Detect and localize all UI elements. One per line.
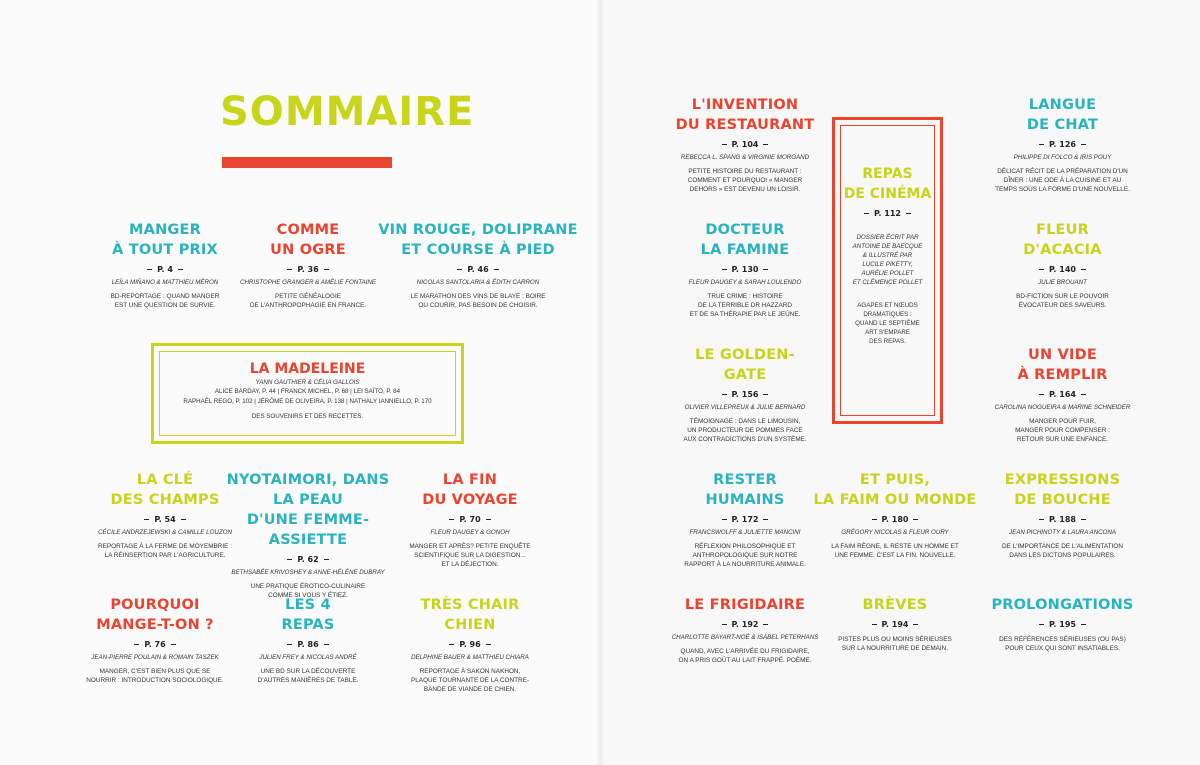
entry-title: VIN ROUGE, DOLIPRANE ET COURSE À PIED	[378, 222, 578, 258]
entry-title: UN VIDE À REMPLIR	[1017, 347, 1108, 383]
toc-entry[interactable]	[655, 595, 835, 665]
entry-authors: LEÏLA MIÑANO & MATTHIEU MÉRON	[111, 279, 219, 286]
entry-title: LA FIN DU VOYAGE	[422, 472, 518, 508]
entry-description: DE L'IMPORTANCE DE L'ALIMENTATION DANS LES DICTONS POPULAIRES.	[1002, 543, 1123, 559]
entry-authors: PHILIPPE DI FOLCO & IRIS POUY	[1013, 154, 1112, 161]
entry-authors: CHRISTOPHE GRANGER & AMÉLIE FONTAINE	[239, 279, 377, 286]
cinema-description: AGAPES ET NŒUDS DRAMATIQUES : QUAND LE SEPTIÈME ART S'EMPARE DES REPAS.	[855, 302, 920, 345]
entry-authors: OLIVIER VILLEPREUX & JULIE BERNARD	[684, 404, 806, 411]
cinema-page: P. 112	[874, 209, 901, 218]
entry-description: PISTES PLUS OU MOINS SÉRIEUSES SUR LA NOURRITURE DE DEMAIN.	[838, 636, 952, 652]
entry-page: P. 130	[731, 265, 759, 274]
entry-authors: FLEUR DAUGEY & GONOH	[430, 529, 510, 536]
entry-description: REPORTAGE À SAKON NAKHON, PLAQUE TOURNANTE DE LA CONTRE- BANDE DE VIANDE DE CHIEN.	[410, 668, 529, 693]
entry-description: QUAND, AVEC L'ARRIVÉE DU FRIGIDAIRE, ON A PRIS GOÛT AU LAIT FRAPPÉ. POÈME.	[678, 648, 812, 664]
entry-page: P. 54	[154, 515, 176, 524]
toc-entry[interactable]	[228, 595, 388, 685]
entry-page: P. 126	[1049, 140, 1076, 149]
entry-description: UNE PRATIQUE ÉROTICO-CULINAIRE COMME SI VOUS Y ÉTIEZ.	[250, 583, 366, 599]
toc-entry[interactable]	[660, 95, 830, 194]
entry-description: LA FAIM RÈGNE, IL RESTE UN HOMME ET UNE FEMME. C'EST LA FIN. NOUVELLE.	[831, 543, 959, 559]
toc-entry[interactable]	[660, 470, 830, 569]
entry-authors: GRÉGORY NICOLAS & FLEUR OURY	[841, 529, 949, 536]
toc-entry[interactable]	[90, 220, 240, 310]
entry-title: TRÈS CHAIR CHIEN	[420, 597, 520, 633]
toc-entry[interactable]	[228, 220, 388, 310]
entry-page: P. 194	[881, 620, 909, 629]
entry-title: PROLONGATIONS	[991, 597, 1134, 613]
entry-title: NYOTAIMORI, DANS LA PEAU D'UNE FEMME-ASSIETTE	[226, 472, 390, 548]
entry-title: LES 4 REPAS	[281, 597, 335, 633]
entry-authors: FLEUR DAUGEY & SARAH LOULENDO	[688, 279, 802, 286]
entry-description: MANGER ET APRÈS? PETITE ENQUÊTE SCIENTIFIQUE SUR LA DIGESTION... ET LA DÉJECTION.	[409, 543, 531, 568]
toc-entry[interactable]	[75, 595, 235, 685]
cinema-authors: DOSSIER ÉCRIT PAR ANTOINE DE BAECQUE & ILLUSTRÉ PAR LUCILE PIKETTY, AURÉLIE POLLET ET CLÉMENCE POLLET	[852, 234, 923, 286]
entry-authors: CHARLOTTE BAYART-NOÉ & ISABEL PETERHANS	[671, 634, 819, 641]
entry-page: P. 4	[157, 265, 173, 274]
entry-authors: BETHSABÉE KRIVOSHEY & ANNE-HÉLÈNE DUBRAY	[231, 569, 385, 576]
entry-title: ET PUIS, LA FAIM OU MONDE	[813, 472, 977, 508]
entry-description: LE MARATHON DES VINS DE BLAYE : BOIRE OU COURIR, PAS BESOIN DE CHOISIR.	[410, 293, 546, 309]
entry-authors: REBECCA L. SPANG & VIRGINIE MORGAND	[680, 154, 810, 161]
entry-page: P. 172	[731, 515, 759, 524]
entry-page: P. 96	[459, 640, 481, 649]
entry-title: LANGUE DE CHAT	[1026, 97, 1099, 133]
toc-entry[interactable]	[810, 595, 980, 653]
entry-title: BRÈVES	[862, 597, 928, 613]
book-gutter	[596, 0, 604, 765]
entry-authors: CÉCILE ANDRZEJEWSKI & CAMILLE LOUZON	[98, 529, 232, 536]
entry-authors: CAROLINA NOGUEIRA & MARINE SCHNEIDER	[994, 404, 1131, 411]
toc-entry[interactable]	[970, 470, 1155, 560]
entry-page: P. 62	[297, 555, 319, 564]
toc-entry[interactable]	[810, 470, 980, 560]
toc-entry[interactable]	[378, 220, 578, 310]
cinema-box[interactable]	[832, 117, 943, 424]
title-underline	[222, 157, 392, 168]
toc-entry[interactable]	[970, 220, 1155, 310]
toc-entry[interactable]	[218, 470, 398, 600]
entry-description: BD-REPORTAGE : QUAND MANGER EST UNE QUESTION DE SURVIE.	[110, 293, 220, 309]
entry-page: P. 195	[1049, 620, 1076, 629]
entry-description: RÉFLEXION PHILOSOPHIQUE ET ANTHROPOLOGIQUE SUR NOTRE RAPPORT À LA NOURRITURE ANIMALE.	[684, 543, 806, 568]
entry-title: COMME UN OGRE	[270, 222, 346, 258]
madeleine-authors: YANN GAUTHIER & CÉLIA GALLOIS	[255, 379, 360, 386]
entry-page: P. 192	[731, 620, 759, 629]
madeleine-description: DES SOUVENIRS ET DES RECETTES.	[251, 413, 364, 420]
entry-authors: JULIE BROUANT	[1038, 279, 1087, 286]
madeleine-contributors-2: RAPHAËL REGO, P. 102 | JÉRÔME DE OLIVEIRA, P. 138 | NATHALY IANNIELLO, P. 170	[183, 398, 432, 405]
entry-title: POURQUOI MANGE-T-ON ?	[96, 597, 214, 633]
entry-description: MANGER, C'EST BIEN PLUS QUE SE NOURRIR : INTRODUCTION SOCIOLOGIQUE.	[86, 668, 224, 684]
entry-description: DÉLICAT RÉCIT DE LA PRÉPARATION D'UN DÎNER : UNE ODE À LA CUISINE ET AU TEMPS SOUS LA FORME D'UNE NOUVELLE.	[995, 168, 1130, 193]
entry-page: P. 188	[1049, 515, 1076, 524]
entry-description: MANGER POUR FUIR, MANGER POUR COMPENSER : RETOUR SUR UNE ENFANCE.	[1015, 418, 1110, 443]
entry-description: DES RÉFÉRENCES SÉRIEUSES (OU PAS) POUR CEUX QUI SONT INSATIABLES.	[999, 636, 1126, 652]
entry-authors: NICOLAS SANTOLARIA & ÉDITH CARRON	[416, 279, 540, 286]
entry-description: PETITE HISTOIRE DU RESTAURANT : COMMENT ET POURQUOI « MANGER DEHORS » EST DEVENU UN LOISIR.	[687, 168, 803, 193]
entry-title: LE GOLDEN- GATE	[695, 347, 795, 383]
entry-authors: JEAN PICHINOTY & LAURA ANCONA	[1008, 529, 1117, 536]
toc-entry[interactable]	[385, 595, 555, 694]
toc-entry[interactable]	[970, 595, 1155, 653]
madeleine-title: LA MADELEINE	[249, 361, 366, 377]
entry-description: UNE BD SUR LA DÉCOUVERTE D'AUTRES MANIÈRES DE TABLE.	[257, 668, 359, 684]
madeleine-contributors-1: ALICE BARDAY, P. 44 | FRANCK MICHEL, P. 68 | LEI SAÏTO, P. 84	[214, 388, 401, 395]
entry-authors: JEAN-PIERRE POULAIN & ROMAIN TASZEK	[91, 654, 219, 661]
entry-page: P. 140	[1049, 265, 1076, 274]
entry-page: P. 86	[297, 640, 319, 649]
toc-entry[interactable]	[660, 220, 830, 319]
cinema-title: REPAS DE CINÉMA	[843, 166, 932, 202]
entry-description: TÉMOIGNAGE : DANS LE LIMOUSIN, UN PRODUCTEUR DE POMMES FACE AUX CONTRADICTIONS D'UN SYSTÈME.	[683, 418, 807, 443]
toc-entry[interactable]	[395, 470, 545, 569]
toc-entry[interactable]	[660, 345, 830, 444]
entry-description: BD-FICTION SUR LE POUVOIR ÉVOCATEUR DES SAVEURS.	[1016, 293, 1109, 309]
page-title: SOMMAIRE	[220, 89, 475, 135]
entry-page: P. 76	[144, 640, 166, 649]
entry-authors: FRANCSWOLFF & JULIETTE MANCINI	[689, 529, 801, 536]
entry-title: FLEUR D'ACACIA	[1023, 222, 1102, 258]
entry-page: P. 46	[467, 265, 489, 274]
toc-entry[interactable]	[970, 345, 1155, 444]
entry-title: L'INVENTION DU RESTAURANT	[675, 97, 815, 133]
entry-title: LE FRIGIDAIRE	[684, 597, 806, 613]
entry-description: PETITE GÉNÉALOGIE DE L'ANTHROPOPHAGIE EN FRANCE.	[249, 293, 367, 309]
entry-title: LA CLÉ DES CHAMPS	[110, 472, 220, 508]
entry-title: DOCTEUR LA FAMINE	[700, 222, 790, 258]
entry-title: RESTER HUMAINS	[705, 472, 785, 508]
entry-page: P. 164	[1049, 390, 1076, 399]
entry-description: REPORTAGE À LA FERME DE MOYEMBRIE : LA RÉINSERTION PAR L'AGRICULTURE.	[98, 543, 232, 559]
entry-authors: JULIEN FREY & NICOLAS ANDRÉ	[259, 654, 357, 661]
entry-page: P. 70	[459, 515, 481, 524]
entry-authors: DELPHINE BAUER & MATTHIEU CHIARA	[411, 654, 529, 661]
entry-title: MANGER À TOUT PRIX	[112, 222, 218, 258]
entry-title: EXPRESSIONS DE BOUCHE	[1004, 472, 1121, 508]
entry-page: P. 156	[731, 390, 759, 399]
entry-description: TRUE CRIME : HISTOIRE DE LA TERRIBLE DR HAZZARD ET DE SA THÉRAPIE PAR LE JEÛNE.	[689, 293, 801, 318]
madeleine-box[interactable]	[151, 343, 464, 444]
entry-page: P. 104	[731, 140, 759, 149]
entry-page: P. 180	[881, 515, 909, 524]
toc-entry[interactable]	[970, 95, 1155, 194]
entry-page: P. 36	[297, 265, 319, 274]
